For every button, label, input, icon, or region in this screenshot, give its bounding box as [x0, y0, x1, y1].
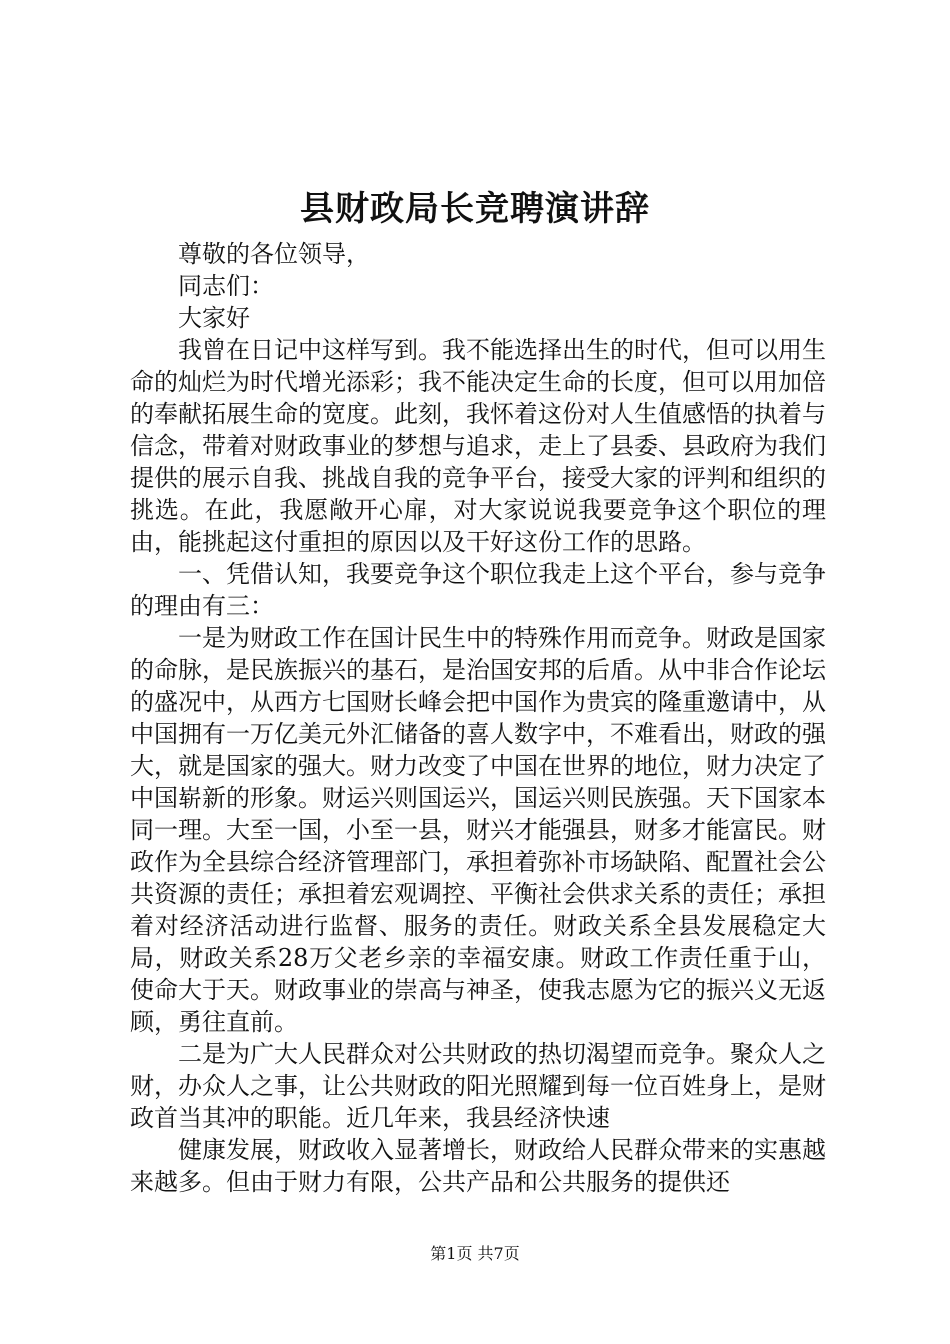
document-title: 县财政局长竞聘演讲辞 — [300, 189, 650, 229]
page-footer: 第1页 共7页 — [430, 1244, 520, 1263]
body-paragraph: 我曾在日记中这样写到。我不能选择出生的时代，但可以用生命的灿烂为时代增光添彩；我不能决定生命的长度，但可以用加倍的奉献拓展生命的宽度。此刻，我怀着这份对人生值感悟的执着与信念，带着对财政事业的梦想与追求，走上了县委、县政府为我们提供的展示自我、挑战自我的竞争平台，接受大家的评判和组织的挑选。在此，我愿敞开心扉，对大家说说我要竞争这个职位的理由，能挑起这付重担的原因以及干好这份工作的思路。 — [130, 336, 826, 556]
section-heading-paragraph: 一、凭借认知，我要竞争这个职位我走上这个平台，参与竞争的理由有三： — [130, 560, 826, 620]
body-paragraph: 一是为财政工作在国计民生中的特殊作用而竞争。财政是国家的命脉，是民族振兴的基石，是治国安邦的后盾。从中非合作论坛的盛况中，从西方七国财长峰会把中国作为贵宾的隆重邀请中，从中国拥有一万亿美元外汇储备的喜人数字中，不难看出，财政的强大，就是国家的强大。财力改变了中国在世界的地位，财力决定了中国崭新的形象。财运兴则国运兴，国运兴则民族强。天下国家本同一理。大至一国，小至一县，财兴才能强县，财多才能富民。财政作为全县综合经济管理部门，承担着弥补市场缺陷、配置社会公共资源的责任；承担着宏观调控、平衡社会供求关系的责任；承担着对经济活动进行监督、服务的责任。财政关系全县发展稳定大局，财政关系28万父老乡亲的幸福安康。财政工作责任重于山，使命大于天。财政事业的崇高与神圣，使我志愿为它的振兴义无返顾，勇往直前。 — [130, 624, 826, 1036]
salutation-line: 同志们： — [178, 272, 274, 300]
body-paragraph: 健康发展，财政收入显著增长，财政给人民群众带来的实惠越来越多。但由于财力有限，公共产品和公共服务的提供还 — [130, 1136, 826, 1196]
body-paragraph: 二是为广大人民群众对公共财政的热切渴望而竞争。聚众人之财，办众人之事，让公共财政的阳光照耀到每一位百姓身上，是财政首当其冲的职能。近几年来，我县经济快速 — [130, 1040, 826, 1132]
document-body — [130, 238, 826, 1198]
greeting-line: 大家好 — [178, 304, 250, 332]
salutation-line: 尊敬的各位领导， — [178, 240, 370, 268]
